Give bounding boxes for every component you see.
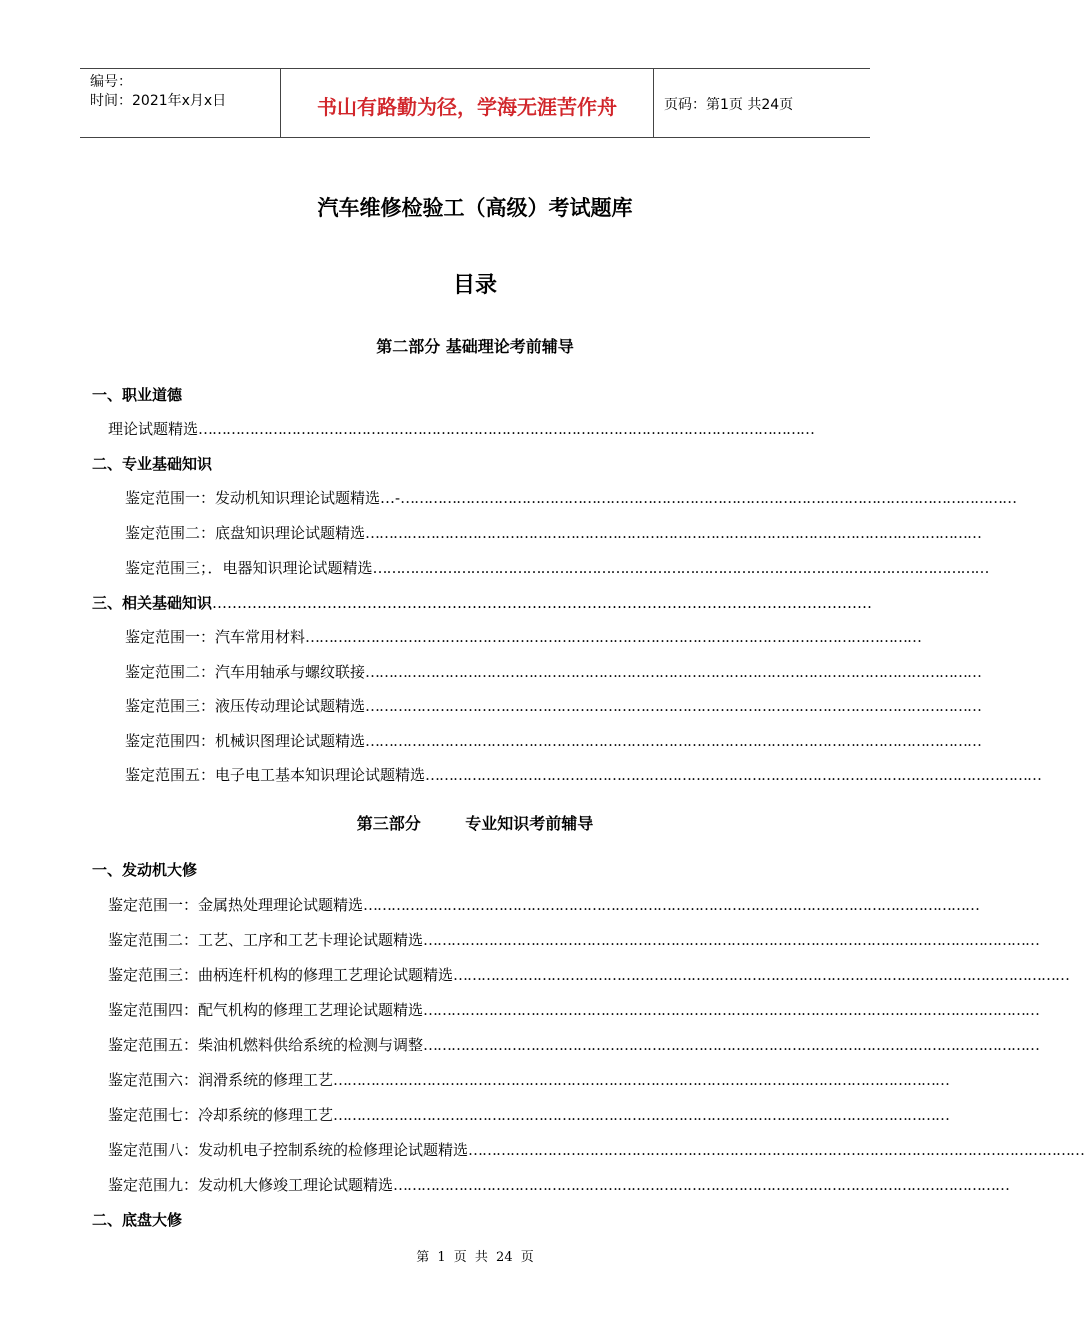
toc-entry-label: 鉴定范围三：曲柄连杆机构的修理工艺理论试题精选	[108, 966, 454, 984]
header-right-cell	[654, 69, 870, 137]
toc-entry[interactable]	[125, 557, 989, 578]
leader-dots: ……………………………………………………………………………………………………………………	[365, 732, 982, 750]
leader-dots: ……………………………………………………………………………………………………………………	[425, 766, 1042, 784]
toc-entry[interactable]	[125, 764, 1042, 785]
section-heading: 二、专业基础知识	[92, 455, 213, 473]
toc-entry-label: 鉴定范围二：底盘知识理论试题精选	[125, 524, 366, 542]
leader-dots: ……………………………………………………………………………………………………………………	[333, 1106, 950, 1124]
toc-entry-label: 鉴定范围一：发动机知识理论试题精选…-	[125, 489, 401, 507]
leader-dots: ……………………………………………………………………………………………………………………	[333, 1071, 950, 1089]
part2-heading: 第二部分 基础理论考前辅导	[376, 337, 574, 356]
header-middle-cell	[281, 69, 654, 137]
leader-dots: ……………………………………………………………………………………………………………………	[372, 559, 989, 577]
page-header	[80, 68, 870, 138]
leader-dots: ……………………………………………………………………………………………………………………	[305, 628, 922, 646]
leader-dots: ……………………………………………………………………………………………………………………	[363, 896, 980, 914]
section-heading-label: 三、相关基础知识	[92, 594, 213, 612]
toc-entry-label: 鉴定范围四：配气机构的修理工艺理论试题精选	[108, 1001, 424, 1019]
leader-dots: ……………………………………………………………………………………………………………………	[393, 1176, 1010, 1194]
time-label: 时间：2021年x月x日	[90, 93, 227, 109]
part3-heading: 第三部分 专业知识考前辅导	[356, 814, 594, 833]
section-heading: 一、发动机大修	[92, 861, 198, 879]
leader-dots: ……………………………………………………………………………………………………………………	[423, 1036, 1040, 1054]
toc-entry[interactable]	[108, 1139, 1084, 1160]
leader-dots: ……………………………………………………………………………………………………………………	[365, 524, 982, 542]
leader-dots: ……………………………………………………………………………………………………………………	[365, 697, 982, 715]
leader-dots: ……………………………………………………………………………………………………………………	[453, 966, 1070, 984]
toc-entry-label: 鉴定范围三：液压传动理论试题精选	[125, 697, 366, 715]
motto-text: 书山有路勤为径，学海无涯苦作舟	[317, 95, 617, 119]
section-heading: 一、职业道德	[92, 386, 183, 404]
leader-dots: ……………………………………………………………………………………………………………………	[423, 931, 1040, 949]
toc-entry[interactable]	[125, 661, 982, 682]
toc-entry-label: 鉴定范围四：机械识图理论试题精选	[125, 732, 366, 750]
toc-entry[interactable]	[125, 487, 1017, 508]
number-label: 编号：	[90, 74, 132, 90]
toc-entry[interactable]	[108, 1069, 950, 1090]
toc-entry[interactable]	[125, 695, 982, 716]
toc-entry-label: 鉴定范围五：柴油机燃料供给系统的检测与调整	[108, 1036, 424, 1054]
toc-entry-label: 鉴定范围九：发动机大修竣工理论试题精选	[108, 1176, 394, 1194]
section-heading[interactable]	[92, 592, 873, 613]
toc-entry-label: 鉴定范围八：发动机电子控制系统的检修理论试题精选	[108, 1141, 469, 1159]
leader-dots: ……………………………………………………………………………………………………………………	[468, 1141, 1084, 1159]
toc-entry[interactable]	[125, 626, 922, 647]
toc-entry-label: 鉴定范围一：金属热处理理论试题精选	[108, 896, 364, 914]
toc-entry-label: 鉴定范围一：汽车常用材料	[125, 628, 306, 646]
toc-entry-label: 鉴定范围二：工艺、工序和工艺卡理论试题精选	[108, 931, 424, 949]
header-left-cell	[80, 69, 281, 137]
leader-dots: ……………………………………………………………………………………………………………………	[198, 420, 815, 438]
toc-entry[interactable]	[108, 929, 1040, 950]
page-footer: 第 1 页 共 24 页	[416, 1250, 534, 1265]
leader-dots: ……………………………………………………………………………………………………………………	[423, 1001, 1040, 1019]
leader-dots: ……………………………………………………………………………………………………………………	[400, 489, 1017, 507]
toc-entry-label: 鉴定范围三；．电器知识理论试题精选	[125, 559, 373, 577]
toc-heading: 目录	[452, 273, 497, 298]
toc-entry[interactable]	[125, 522, 982, 543]
toc-entry[interactable]	[108, 1174, 1010, 1195]
toc-entry[interactable]	[108, 418, 815, 439]
toc-entry[interactable]	[108, 894, 980, 915]
toc-entry-label: 理论试题精选	[108, 420, 199, 438]
toc-entry-label: 鉴定范围二：汽车用轴承与螺纹联接	[125, 663, 366, 681]
leader-dots: ……………………………………………………………………………………………………………………	[365, 663, 982, 681]
toc-entry[interactable]	[108, 999, 1040, 1020]
toc-entry-label: 鉴定范围五：电子电工基本知识理论试题精选	[125, 766, 426, 784]
leader-dots: ……………………………………………………………………………………………………………………	[212, 594, 873, 612]
toc-entry[interactable]	[108, 1104, 950, 1125]
toc-entry[interactable]	[108, 1034, 1040, 1055]
section-heading: 二、底盘大修	[92, 1211, 183, 1229]
toc-entry-label: 鉴定范围六：润滑系统的修理工艺	[108, 1071, 334, 1089]
toc-entry[interactable]	[108, 964, 1070, 985]
document-title: 汽车维修检验工（高级）考试题库	[317, 195, 633, 220]
toc-entry[interactable]	[125, 730, 982, 751]
page-number-label: 页码：第1页 共24页	[664, 97, 794, 113]
toc-entry-label: 鉴定范围七：冷却系统的修理工艺	[108, 1106, 334, 1124]
